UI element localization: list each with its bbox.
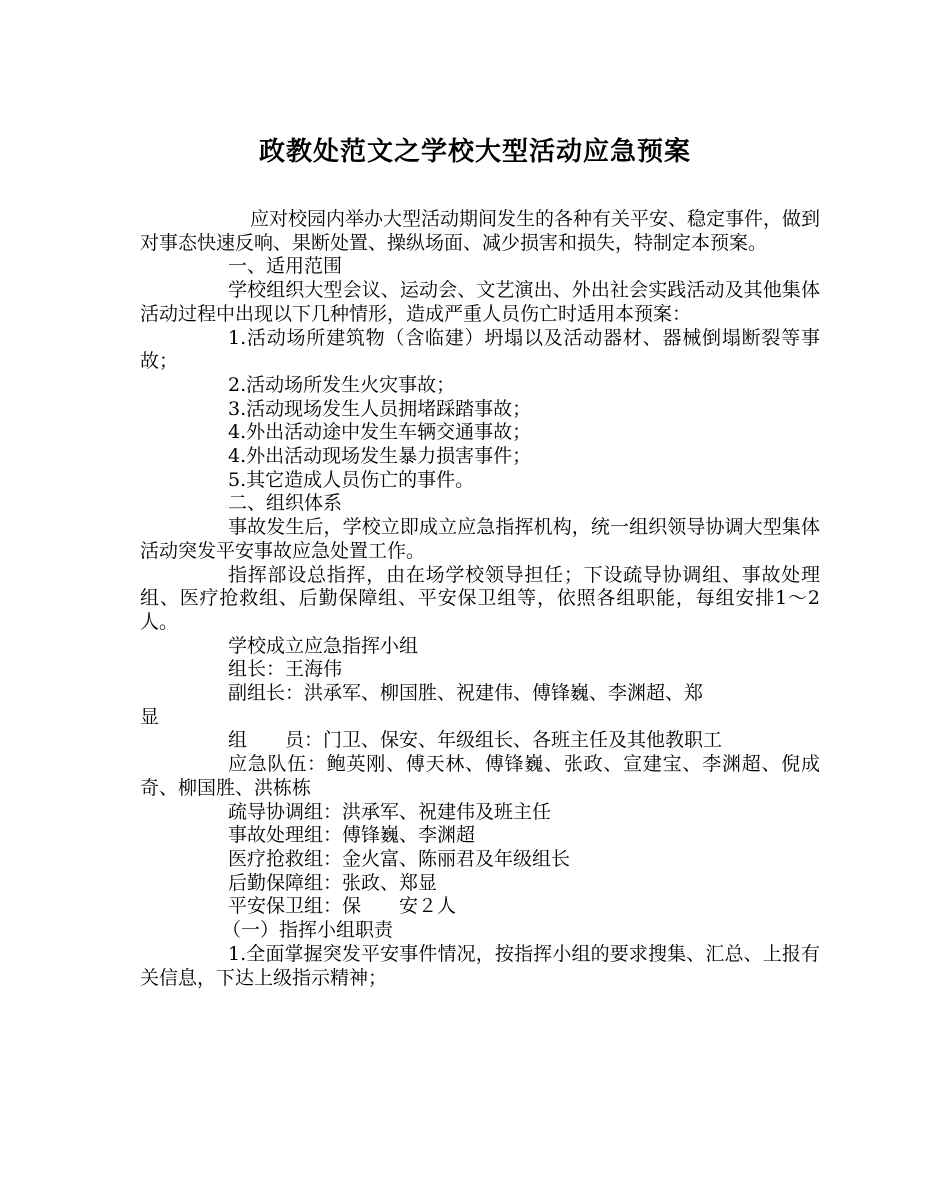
member-line: 副组长：洪承军、柳国胜、祝建伟、傅锋巍、李渊超、郑 [228,682,704,705]
document-title: 政教处范文之学校大型活动应急预案 [258,137,691,167]
member-line: 组长：王海伟 [228,658,343,681]
paragraph-organization: 事故发生后，学校立即成立应急指挥机构，统一组织领导协调大型集体活动突发平安事故应急处置工作。 [140,516,820,562]
member-line: 平安保卫组：保 安２人 [228,895,457,918]
heading-duties: （一）指挥小组职责 [222,919,394,942]
document-body [140,208,820,990]
member-line: 应急队伍：鲍英刚、傅天林、傅锋巍、张政、宣建宝、李渊超、倪成奇、柳国胜、洪栋栋 [140,753,820,799]
member-line: 疏导协调组：洪承军、祝建伟及班主任 [228,800,552,823]
member-line: 医疗抢救组：金火富、陈丽君及年级组长 [228,847,571,870]
list-item: 1.活动场所建筑物（含临建）坍塌以及活动器材、器械倒塌断裂等事故； [140,326,820,373]
list-item: 2.活动场所发生火灾事故； [228,373,456,396]
list-item: 5.其它造成人员伤亡的事件。 [228,468,475,491]
heading-scope: 一、适用范围 [228,255,343,278]
heading-organization: 二、组织体系 [228,492,343,515]
list-item: 1.全面掌握突发平安事件情况，按指挥小组的要求搜集、汇总、上报有关信息，下达上级指示精神； [140,942,820,989]
list-item: 4.外出活动现场发生暴力损害事件； [228,445,532,468]
paragraph-command: 指挥部设总指挥，由在场学校领导担任；下设疏导协调组、事故处理组、医疗抢救组、后勤保障组、平安保卫组等，依照各组职能，每组安排1～2人。 [140,563,820,633]
paragraph-intro: 应对校园内举办大型活动期间发生的各种有关平安、稳定事件，做到对事态快速反响、果断处置、操纵场面、减少损害和损失，特制定本预案。 [140,208,821,254]
paragraph-scope: 学校组织大型会议、运动会、文艺演出、外出社会实践活动及其他集体活动过程中出现以下几种情形，造成严重人员伤亡时适用本预案： [140,279,820,325]
list-item: 3.活动现场发生人员拥堵踩踏事故； [228,397,532,420]
member-line: 事故处理组：傅锋巍、李渊超 [228,824,476,847]
list-item: 4.外出活动途中发生车辆交通事故； [228,421,532,444]
member-line: 后勤保障组：张政、郑显 [228,871,438,894]
member-line: 组 员：门卫、保安、年级组长、各班主任及其他教职工 [228,729,723,752]
paragraph-team: 学校成立应急指挥小组 [228,634,419,657]
member-line-continuation: 显 [140,705,160,728]
